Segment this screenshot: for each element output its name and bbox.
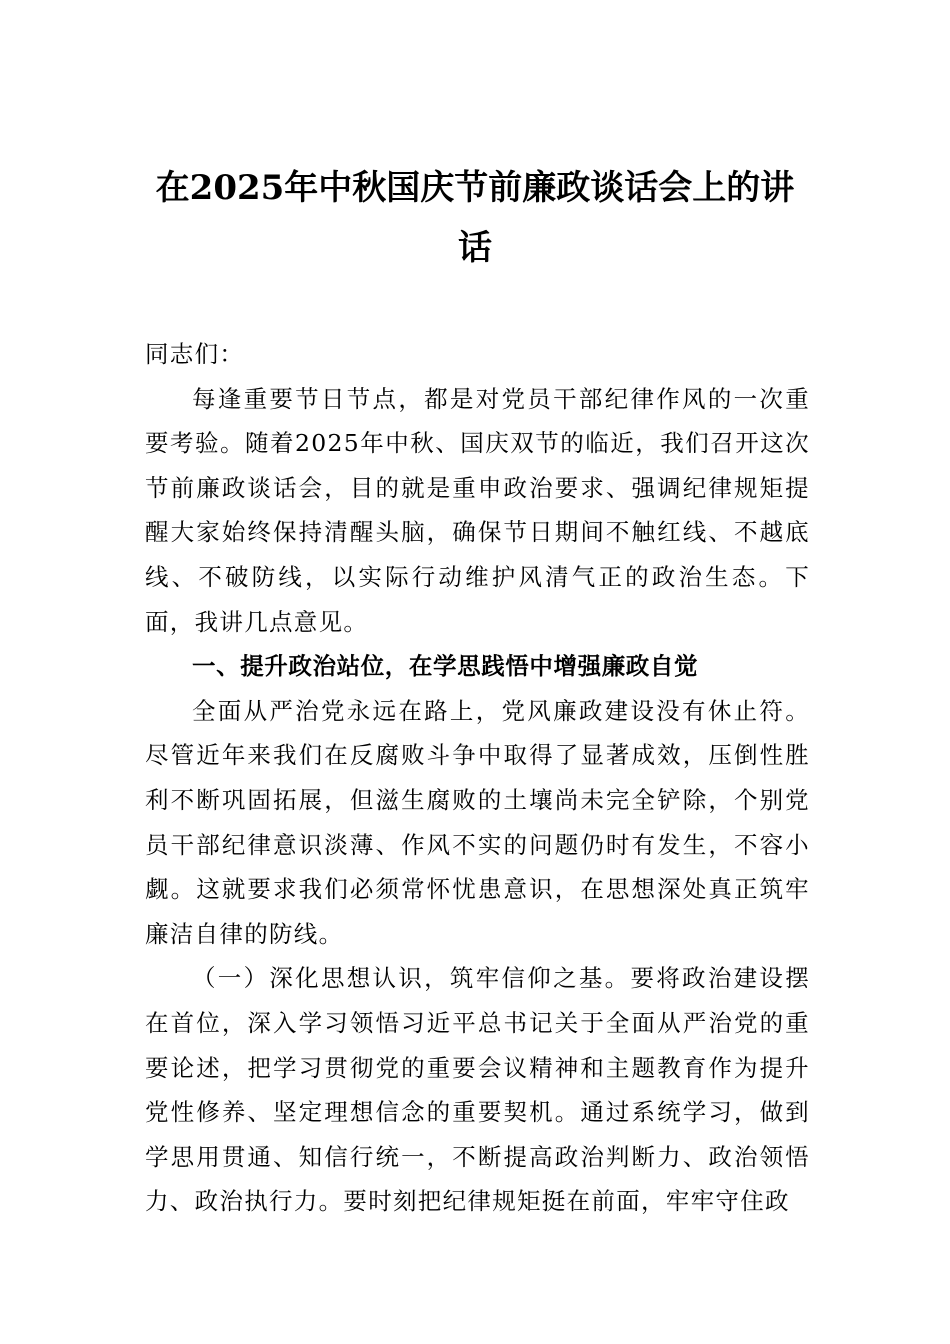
document-title: 在2025年中秋国庆节前廉政谈话会上的讲话: [155, 168, 795, 268]
document-body: [145, 332, 810, 1224]
section-1-paragraph: 全面从严治党永远在路上，党风廉政建设没有休止符。尽管近年来我们在反腐败斗争中取得了显著成效，压倒性胜利不断巩固拓展，但滋生腐败的土壤尚未完全铲除，个别党员干部纪律意识淡薄、作风不实的问题仍时有发生，不容小觑。这就要求我们必须常怀忧患意识，在思想深处真正筑牢廉洁自律的防线。: [145, 696, 810, 948]
salutation: 同志们：: [145, 340, 245, 368]
subsection-1-paragraph: （一）深化思想认识，筑牢信仰之基。要将政治建设摆在首位，深入学习领悟习近平总书记关于全面从严治党的重要论述，把学习贯彻党的重要会议精神和主题教育作为提升党性修养、坚定理想信念的重要契机。通过系统学习，做到学思用贯通、知信行统一，不断提高政治判断力、政治领悟力、政治执行力。要时刻把纪律规矩挺在前面，牢牢守住政: [145, 964, 810, 1216]
section-1-heading: 一、提升政治站位，在学思践悟中增强廉政自觉: [192, 652, 699, 681]
intro-paragraph: 每逢重要节日节点，都是对党员干部纪律作风的一次重要考验。随着2025年中秋、国庆双节的临近，我们召开这次节前廉政谈话会，目的就是重申政治要求、强调纪律规矩提醒大家始终保持清醒头脑，确保节日期间不触红线、不越底线、不破防线，以实际行动维护风清气正的政治生态。下面，我讲几点意见。: [145, 384, 810, 636]
